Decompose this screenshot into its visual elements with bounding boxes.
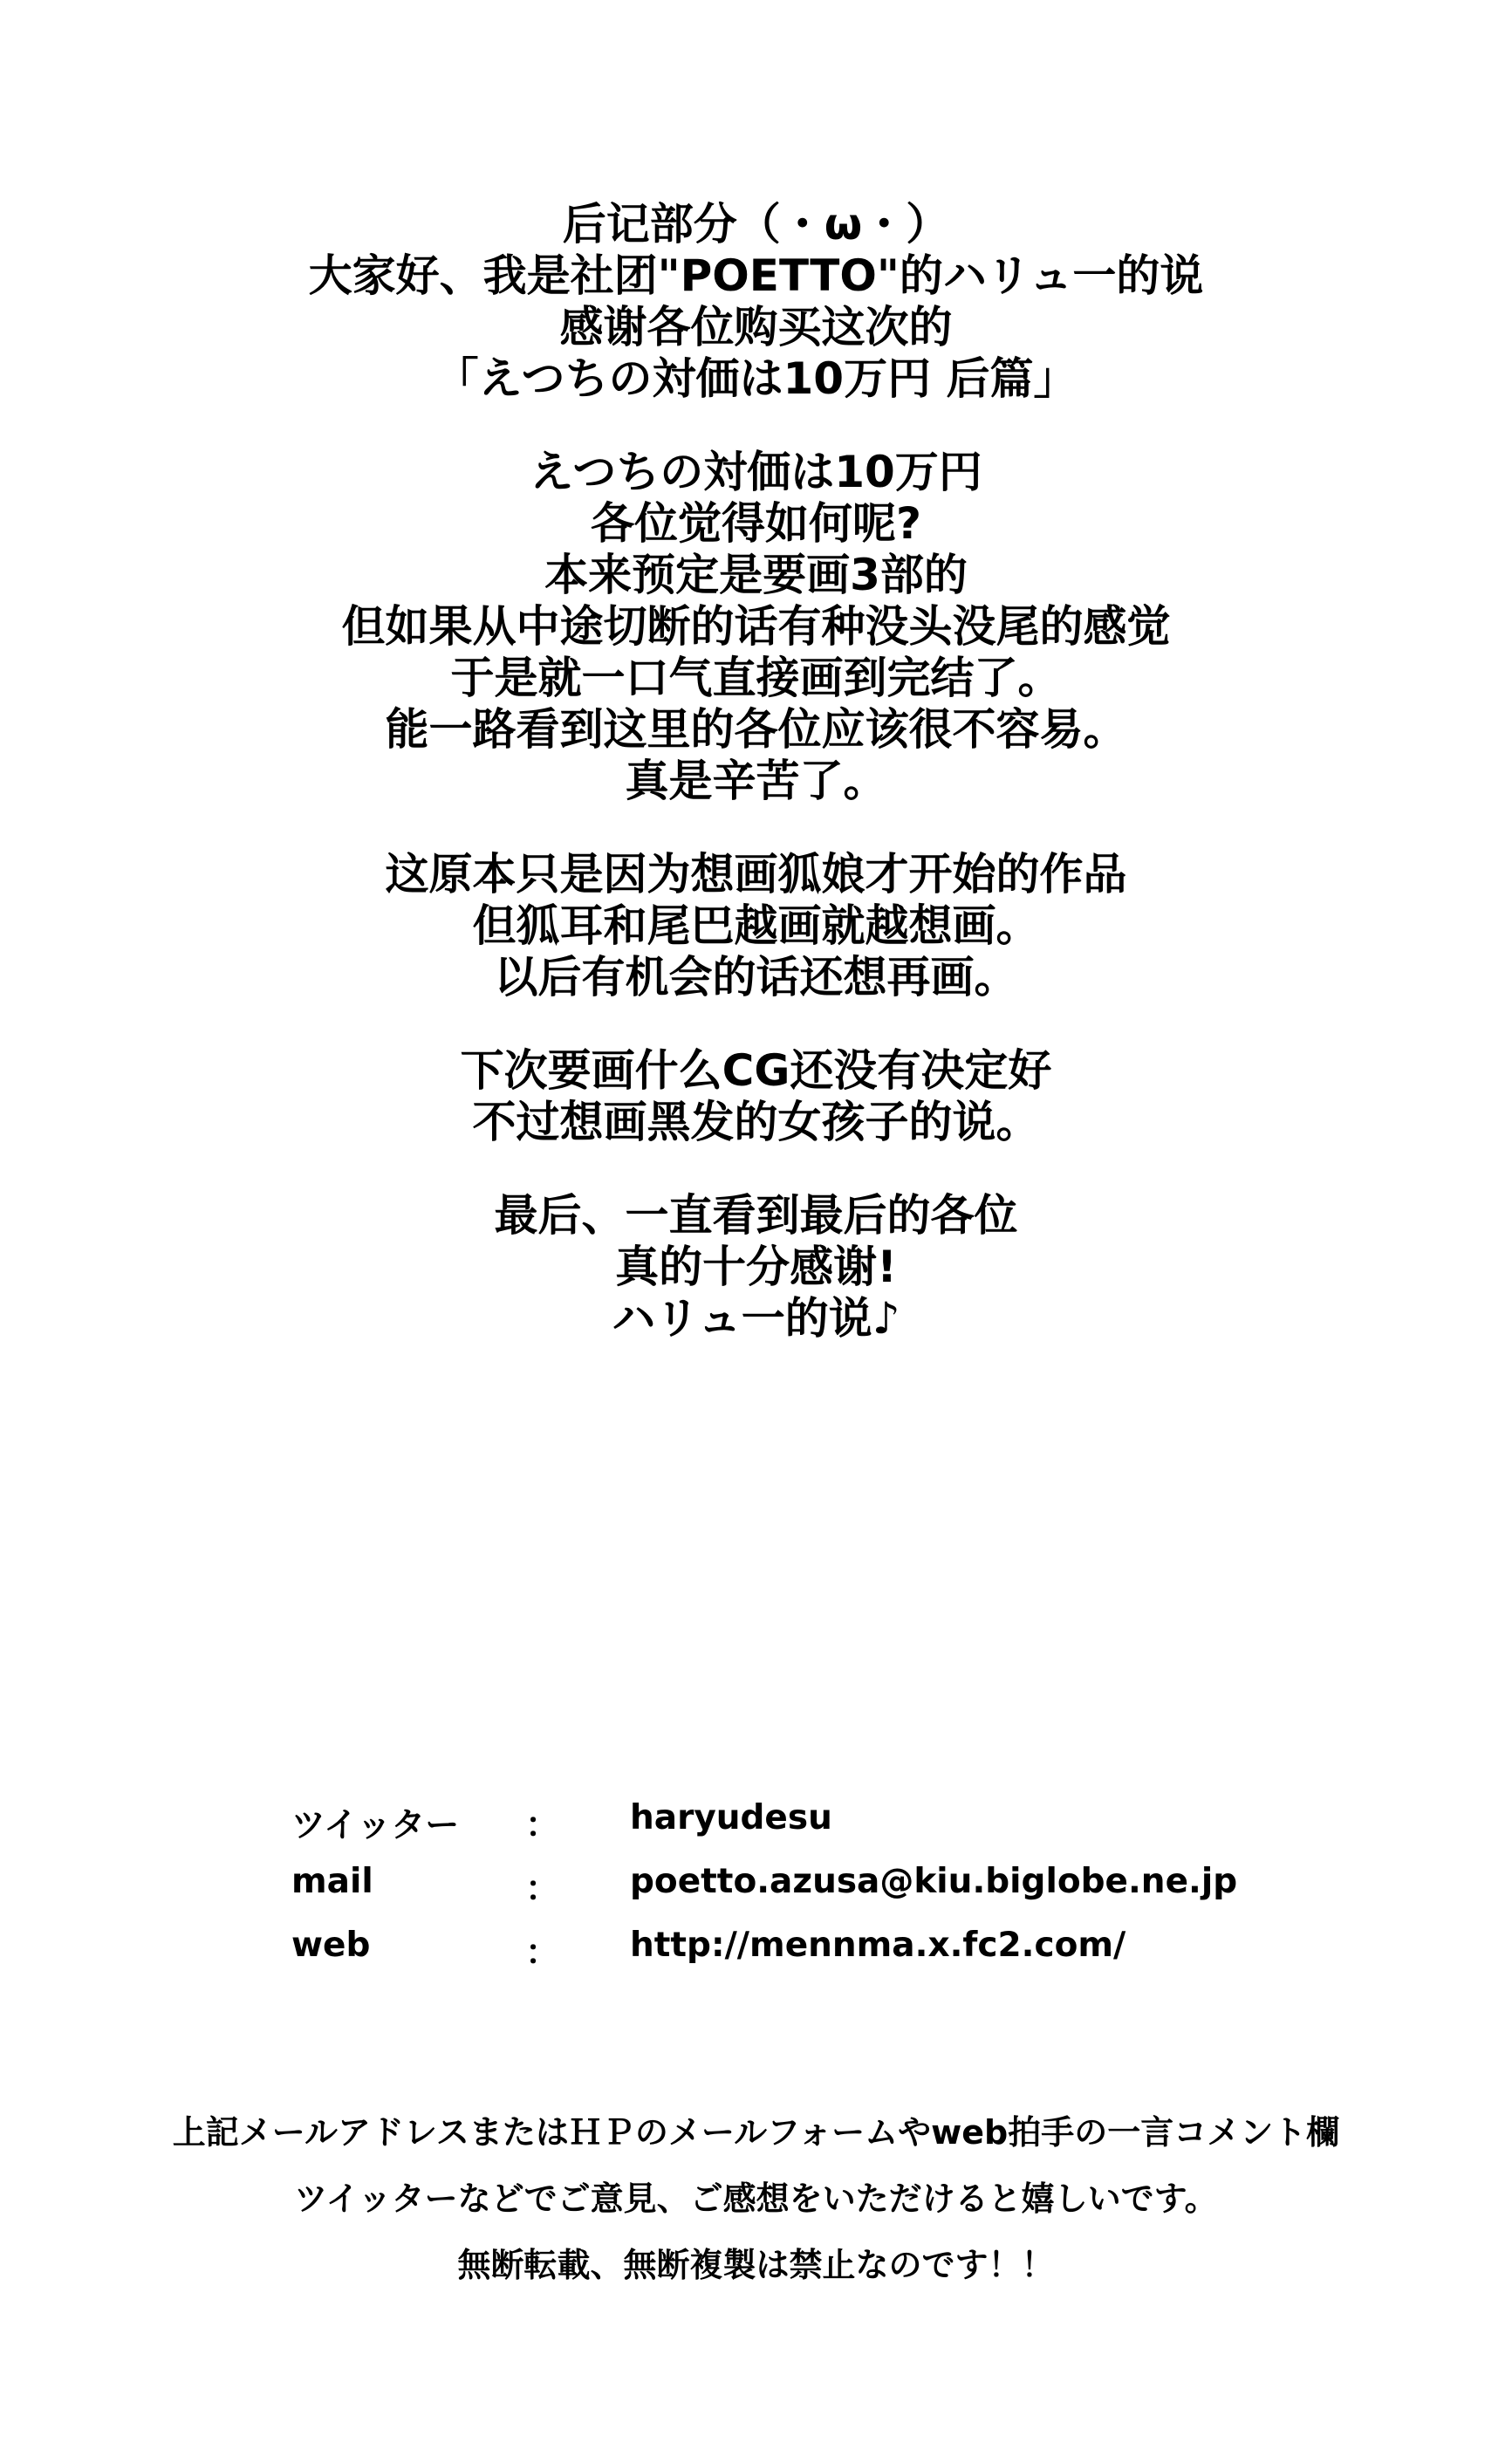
contact-label: mail: [291, 1862, 373, 1901]
contact-label: web: [291, 1926, 371, 1965]
afterword-paragraph-fox: [0, 849, 1512, 1003]
afterword-line: 真的十分感谢!: [615, 1242, 897, 1292]
afterword-line: 本来预定是要画3部的: [544, 550, 968, 600]
contact-row-web: [291, 1926, 1338, 1989]
afterword-line: 真是辛苦了。: [625, 756, 887, 806]
afterword-text: [0, 199, 1512, 1386]
afterword-line: 「えつちの対価は10万円 后篇」: [434, 353, 1078, 404]
afterword-line: 大家好、我是社团"POETTO"的ハリュ一的说: [308, 250, 1204, 301]
website-url: http://mennma.x.fc2.com/: [630, 1926, 1126, 1965]
twitter-handle: haryudesu: [630, 1798, 832, 1837]
copyright-notice: 無断転載、無断複製は禁止なのです！！: [457, 2246, 1055, 2284]
contact-list: [291, 1798, 1338, 1989]
afterword-line: 各位觉得如何呢?: [590, 498, 921, 549]
contact-separator: ：: [525, 1870, 560, 1909]
afterword-line: 感谢各位购买这次的: [559, 302, 953, 352]
footer-notes: [0, 2099, 1512, 2298]
afterword-line: 最后、一直看到最后的各位: [494, 1190, 1018, 1241]
afterword-line: 这原本只是因为想画狐娘才开始的作品: [385, 849, 1127, 900]
contact-separator: ：: [525, 1806, 560, 1845]
afterword-line: 以后有机会的话还想再画。: [494, 952, 1018, 1003]
afterword-line: 但如果从中途切断的话有种没头没尾的感觉: [341, 601, 1171, 652]
afterword-line: 但狐耳和尾巴越画就越想画。: [472, 900, 1040, 951]
contact-row-twitter: [291, 1798, 1338, 1862]
feedback-note: ツイッターなどでご意見、ご感想をいただけると嬉しいです。: [294, 2180, 1218, 2218]
contact-row-mail: [291, 1862, 1338, 1926]
afterword-paragraph-story: [0, 447, 1512, 807]
afterword-heading: 后记部分（・ω・）: [562, 199, 950, 250]
afterword-line: 于是就一口气直接画到完结了。: [450, 653, 1062, 703]
contact-label: ツイッター: [291, 1806, 460, 1845]
afterword-paragraph-thanks: [0, 1190, 1512, 1345]
afterword-signature: ハリュ一的说♪: [612, 1293, 900, 1344]
afterword-paragraph-greeting: [0, 199, 1512, 405]
feedback-note: 上記メールアドレスまたはＨＰのメールフォームやweb拍手の一言コメント欄: [172, 2113, 1340, 2152]
afterword-line: 能一路看到这里的各位应该很不容易。: [385, 704, 1127, 755]
afterword-line: えつちの対価は10万円: [530, 447, 982, 497]
contact-separator: ：: [525, 1933, 560, 1973]
afterword-line: 下次要画什么CG还没有决定好: [460, 1045, 1052, 1096]
email-address: poetto.azusa@kiu.biglobe.ne.jp: [630, 1862, 1238, 1901]
afterword-line: 不过想画黑发的女孩子的说。: [472, 1097, 1040, 1147]
afterword-paragraph-next: [0, 1045, 1512, 1148]
